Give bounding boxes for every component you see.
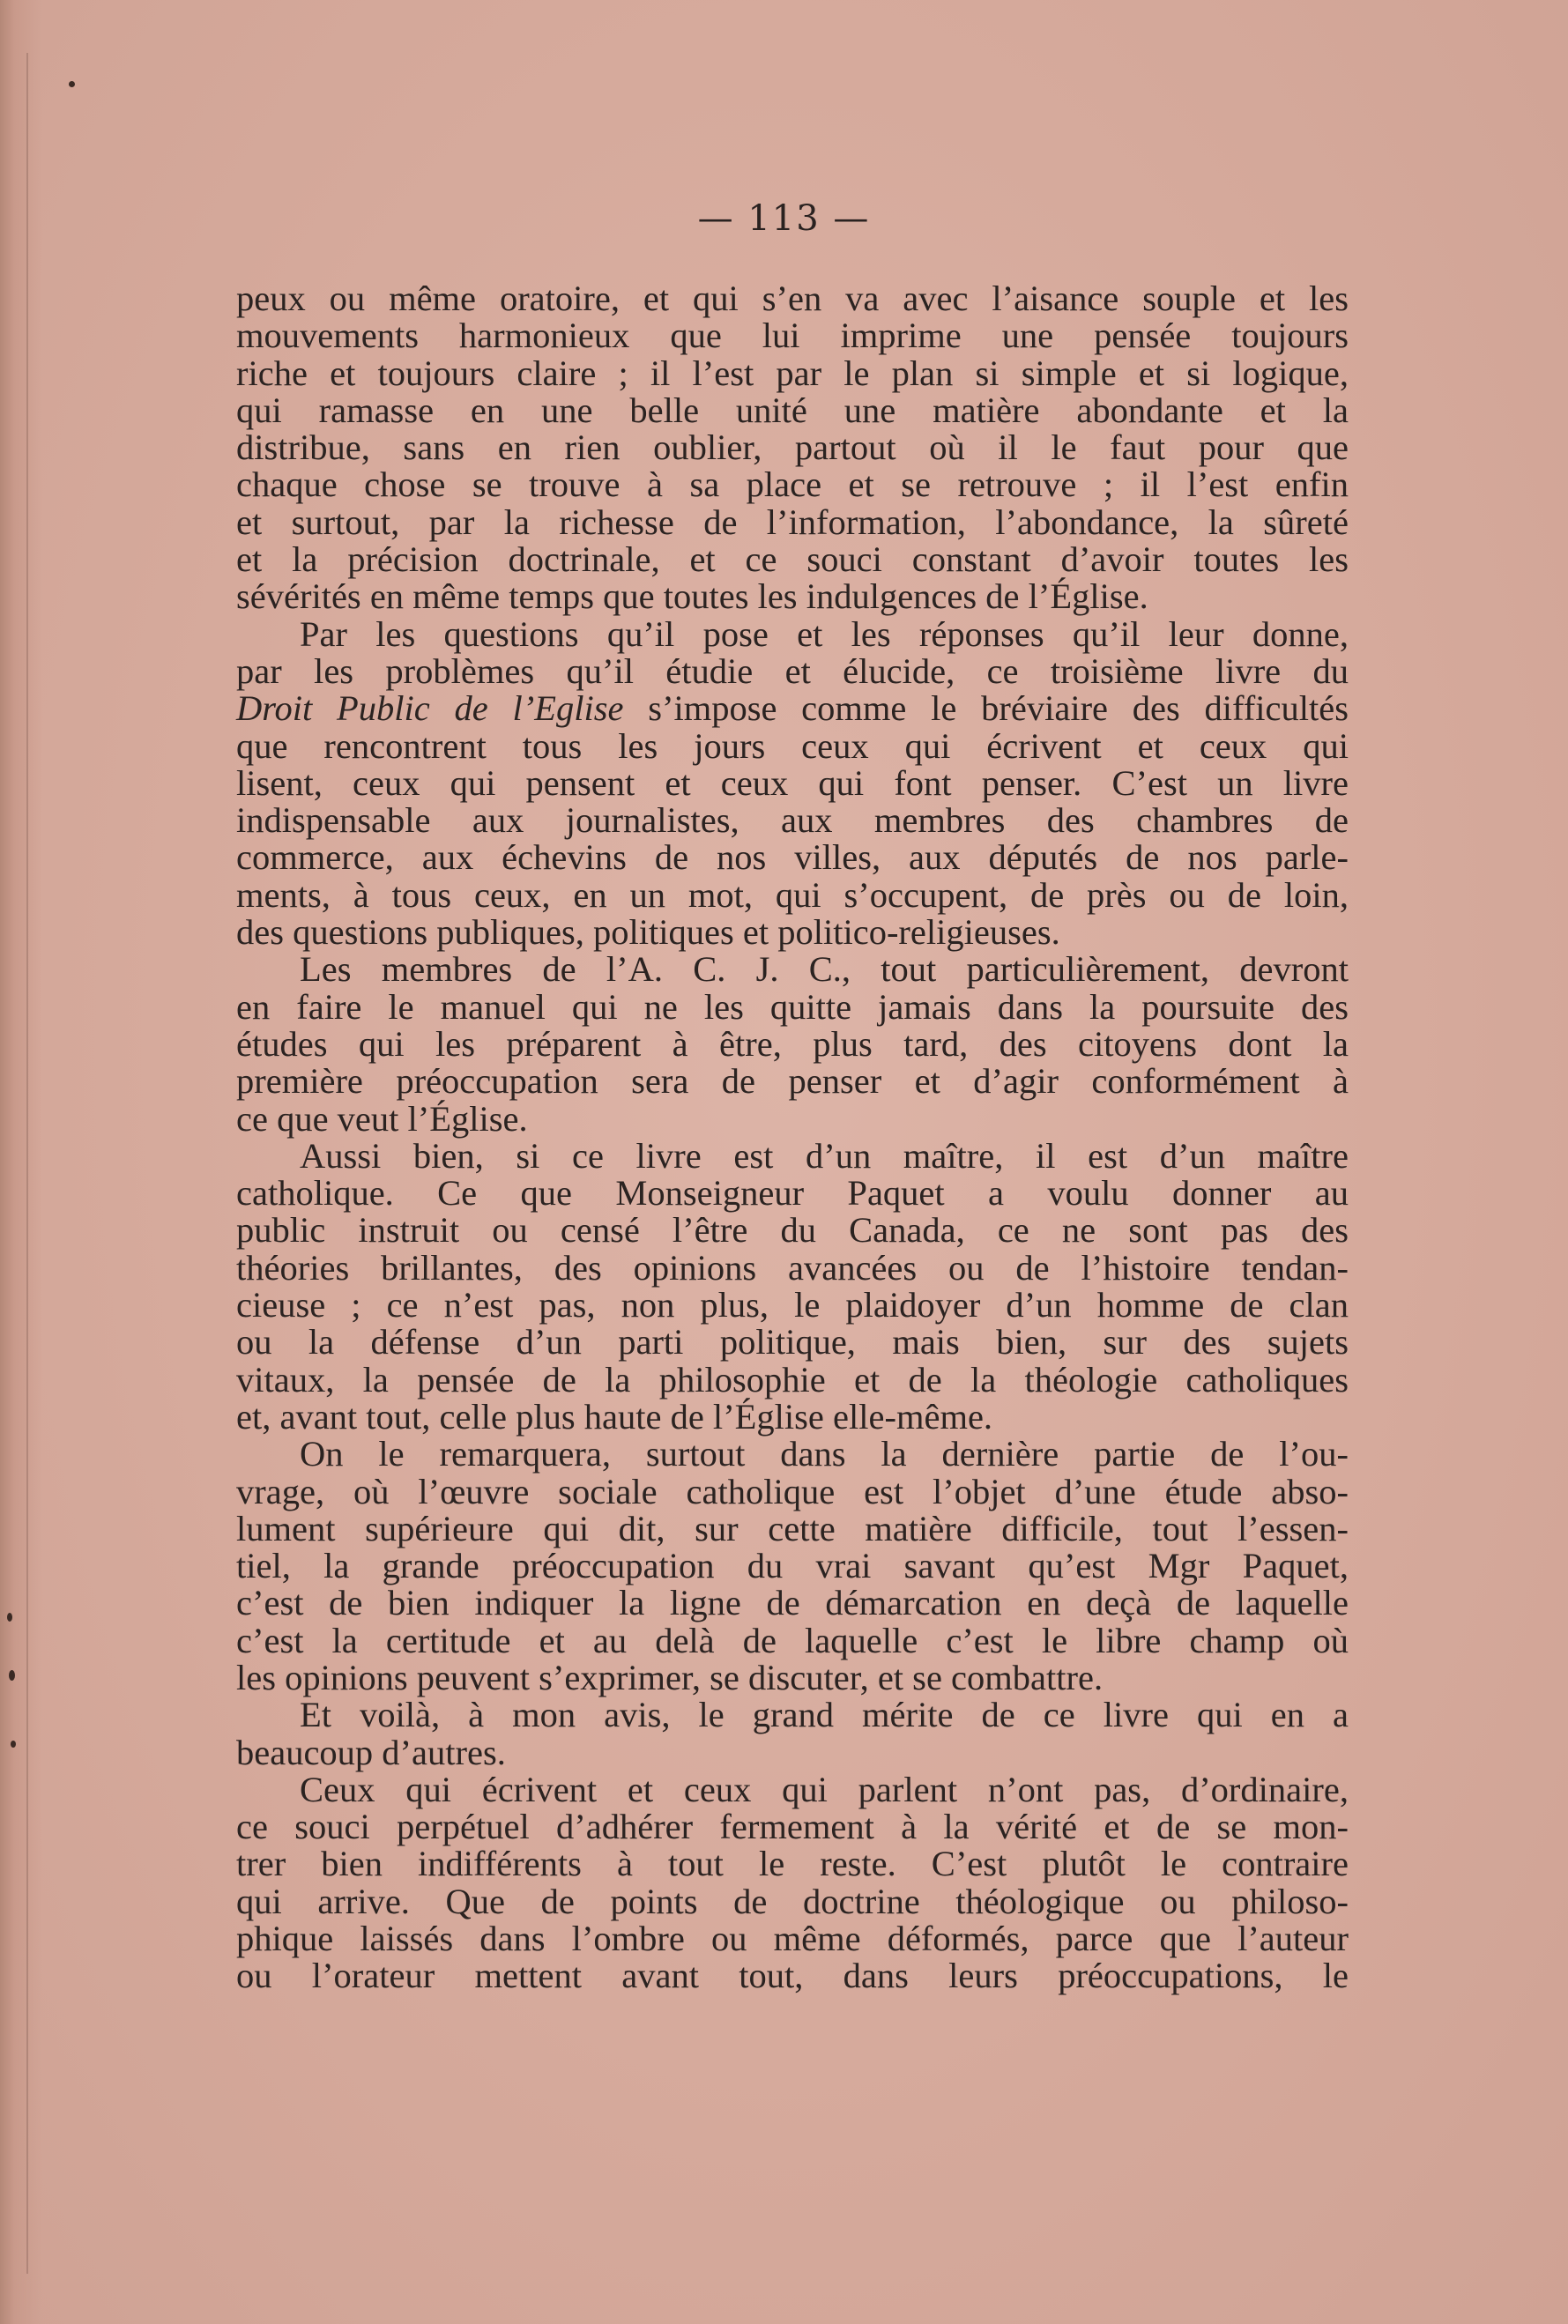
text-line: qui ramasse en une belle unité une matière abondante et la xyxy=(236,390,1349,430)
text-line: riche et toujours claire ; il l’est par le plan si simple et si logique, xyxy=(236,353,1349,393)
text-line: tiel, la grande préoccupation du vrai savant qu’est Mgr Paquet, xyxy=(236,1546,1349,1586)
text-line: Par les questions qu’il pose et les réponses qu’il leur donne, xyxy=(300,613,1349,654)
text-line: et, avant tout, celle plus haute de l’Église elle-même. xyxy=(236,1396,993,1437)
text-line: des questions publiques, politiques et politico-religieuses. xyxy=(236,912,1060,953)
text-line: phique laissés dans l’ombre ou même déformés, parce que l’auteur xyxy=(236,1919,1349,1959)
text-line: que rencontrent tous les jours ceux qui écrivent et ceux qui xyxy=(236,725,1349,766)
page-number: — 113 — xyxy=(697,198,871,239)
text-line: c’est la certitude et au delà de laquelle c’est le libre champ où xyxy=(236,1620,1349,1660)
text-line: les opinions peuvent s’exprimer, se discuter, et se combattre. xyxy=(236,1657,1104,1697)
text-line: commerce, aux échevins de nos villes, aux députés de nos parle- xyxy=(236,837,1349,878)
text-line: études qui les préparent à être, plus tard, des citoyens dont la xyxy=(236,1023,1349,1064)
text-line: lument supérieure qui dit, sur cette matière difficile, tout l’essen- xyxy=(236,1508,1349,1548)
text-line: public instruit ou censé l’être du Canada, ce ne sont pas des xyxy=(236,1210,1349,1251)
text-line: vitaux, la pensée de la philosophie et de la théologie catholiques xyxy=(236,1359,1349,1400)
text-line: première préoccupation sera de penser et d’agir conformément à xyxy=(236,1061,1349,1102)
text-line: ce que veut l’Église. xyxy=(236,1098,528,1139)
text-line: Les membres de l’A. C. J. C., tout particulièrement, devront xyxy=(300,949,1349,990)
text-line: Aussi bien, si ce livre est d’un maître, il est d’un maître xyxy=(300,1135,1349,1176)
ink-speck xyxy=(7,1613,12,1622)
text-line: ments, à tous ceux, en un mot, qui s’occupent, de près ou de loin, xyxy=(236,874,1349,915)
text-line: et la précision doctrinale, et ce souci constant d’avoir toutes les xyxy=(236,539,1349,580)
text-line: chaque chose se trouve à sa place et se retrouve ; il l’est enfin xyxy=(236,464,1349,505)
text-line: en faire le manuel qui ne les quitte jamais dans la poursuite des xyxy=(236,986,1349,1027)
text-line: peux ou même oratoire, et qui s’en va avec l’aisance souple et les xyxy=(236,278,1349,318)
body-text xyxy=(236,280,1349,1995)
text-line: Droit Public de l’Eglise s’impose comme le bréviaire des difficultés xyxy=(236,688,1349,729)
text-line: sévérités en même temps que toutes les indulgences de l’Église. xyxy=(236,576,1148,617)
text-line: indispensable aux journalistes, aux membres des chambres de xyxy=(236,800,1349,841)
text-line: ou l’orateur mettent avant tout, dans leurs préoccupations, le xyxy=(236,1956,1349,1996)
text-line: mouvements harmonieux que lui imprime une pensée toujours xyxy=(236,316,1349,356)
text-line: vrage, où l’œuvre sociale catholique est l’objet d’une étude abso- xyxy=(236,1471,1349,1511)
text-line: Ceux qui écrivent et ceux qui parlent n’ont pas, d’ordinaire, xyxy=(300,1769,1349,1809)
text-line: beaucoup d’autres. xyxy=(236,1732,506,1772)
text-line: c’est de bien indiquer la ligne de démarcation en deçà de laquelle xyxy=(236,1583,1349,1623)
text-line: et surtout, par la richesse de l’information, l’abondance, la sûreté xyxy=(236,501,1349,542)
text-line: ce souci perpétuel d’adhérer fermement à la vérité et de se mon- xyxy=(236,1807,1349,1847)
text-line: Et voilà, à mon avis, le grand mérite de ce livre qui en a xyxy=(300,1695,1349,1735)
ink-speck xyxy=(9,1670,15,1681)
text-line: On le remarquera, surtout dans la dernière partie de l’ou- xyxy=(300,1434,1349,1474)
ink-speck xyxy=(11,1741,16,1748)
text-line: cieuse ; ce n’est pas, non plus, le plaidoyer d’un homme de clan xyxy=(236,1285,1349,1325)
text-line: théories brillantes, des opinions avancées ou de l’histoire tendan- xyxy=(236,1247,1349,1288)
page-gutter-line xyxy=(26,53,28,2274)
text-line: qui arrive. Que de points de doctrine théologique ou philoso- xyxy=(236,1881,1349,1921)
text-line: par les problèmes qu’il étudie et élucide, ce troisième livre du xyxy=(236,650,1349,691)
text-line: catholique. Ce que Monseigneur Paquet a voulu donner au xyxy=(236,1173,1349,1214)
text-line: trer bien indifférents à tout le reste. C’est plutôt le contraire xyxy=(236,1844,1349,1884)
text-line: ou la défense d’un parti politique, mais bien, sur des sujets xyxy=(236,1322,1349,1362)
text-line: lisent, ceux qui pensent et ceux qui font penser. C’est un livre xyxy=(236,762,1349,803)
page-binding-edge xyxy=(0,0,42,2324)
text-line: distribue, sans en rien oublier, partout où il le faut pour que xyxy=(236,427,1349,468)
ink-speck xyxy=(69,81,75,87)
